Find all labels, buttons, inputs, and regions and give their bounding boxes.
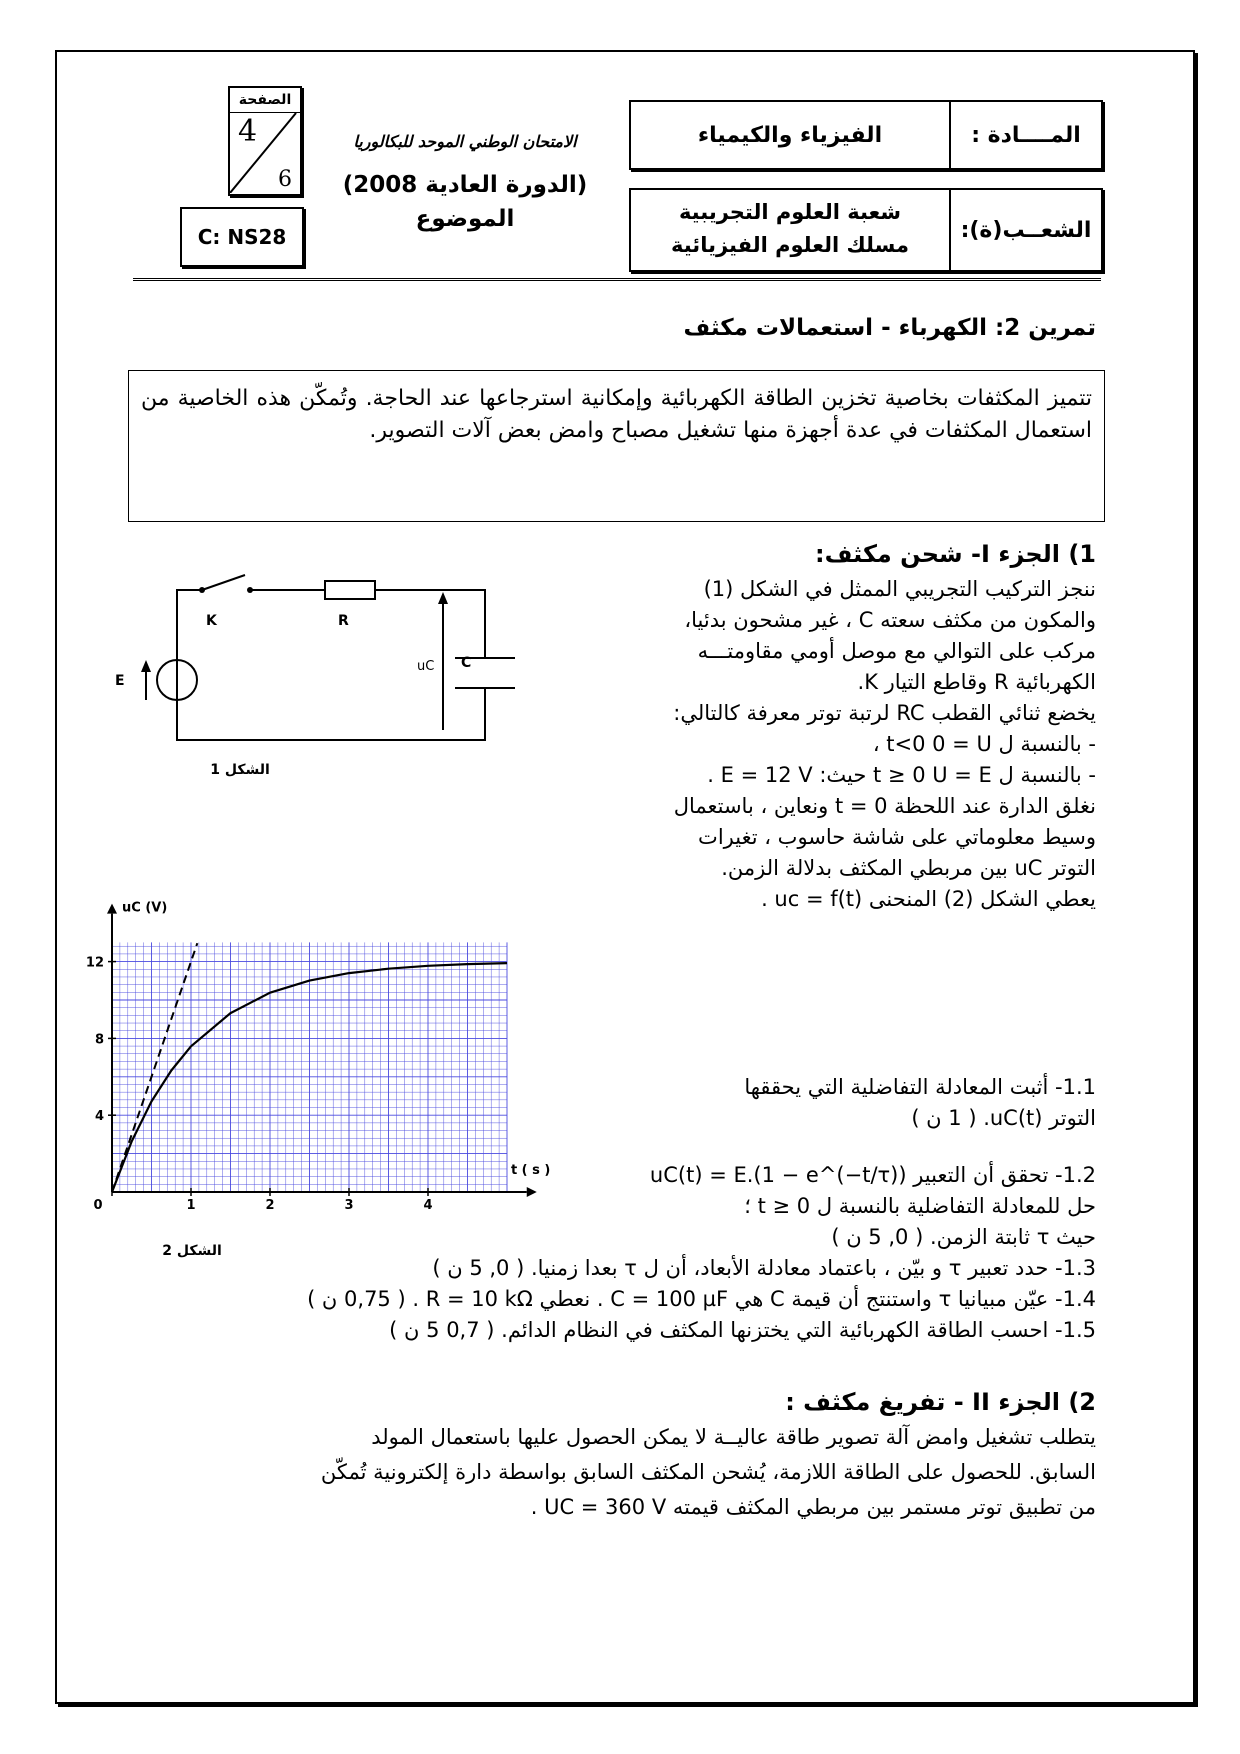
y-tick-label: 8 xyxy=(94,1032,104,1048)
part2-text xyxy=(130,1420,1096,1525)
exercise-title: تمرين 2: الكهرباء - استعمالات مكثف xyxy=(683,315,1096,341)
figure2-caption: الشكل 2 xyxy=(162,1243,222,1259)
figure2-chart xyxy=(80,860,620,1260)
part1-line: مركب على التوالي مع موصل أومي مقاومتـــه xyxy=(697,639,1096,663)
header-rule xyxy=(133,278,1101,281)
q11-line-b: التوتر uC(t). ( 1 ن ) xyxy=(911,1106,1096,1130)
intro-text: تتميز المكثفات بخاصية تخزين الطاقة الكهربائية وإمكانية استرجاعها عند الحاجة. وتُمكّن هذه الخاصية من استعمال المكثفات في عدة أجهزة منها تشغيل مصباح وامض بعض آلات التصوير. xyxy=(141,386,1092,443)
x-tick-label: 0 xyxy=(93,1198,103,1213)
part1-title: 1) الجزء I- شحن مكثف: xyxy=(814,540,1096,568)
part1-line: - بالنسبة ل t<0 0 = U ، xyxy=(872,732,1096,756)
page-label: الصفحة xyxy=(230,88,300,113)
label-k: K xyxy=(206,613,217,629)
resistor-r xyxy=(325,581,375,599)
part1-line: وسيط معلوماتي على شاشة حاسوب ، تغيرات xyxy=(698,825,1096,849)
y-tick-label: 4 xyxy=(94,1109,104,1125)
part1-line: نغلق الدارة عند اللحظة t = 0 ونعاين ، باستعمال xyxy=(673,794,1096,818)
part1-line: يعطي الشكل (2) المنحنى uc = f(t) . xyxy=(761,887,1096,911)
question-1-2 xyxy=(560,1160,1096,1253)
branch-box xyxy=(629,188,1103,272)
y-axis-label: uC (V) xyxy=(122,900,168,916)
x-axis-label: t ( s ) xyxy=(510,1163,551,1178)
y-tick-label: 12 xyxy=(85,955,104,971)
page-num: 4 xyxy=(238,114,258,149)
part2-line: من تطبيق توتر مستمر بين مربطي المكثف قيمته UC = 360 V . xyxy=(530,1495,1096,1519)
q11-line-a: 1.1- أثبت المعادلة التفاضلية التي يحققها xyxy=(744,1075,1096,1099)
part1-line: الكهربائية R وقاطع التيار K. xyxy=(857,670,1096,694)
switch-k-blade xyxy=(202,575,245,590)
exam-session: (الدورة العادية 2008) xyxy=(342,172,588,198)
x-tick-label: 1 xyxy=(186,1198,196,1213)
chart-axes xyxy=(107,904,537,1197)
label-c: C xyxy=(461,655,472,671)
question-1-1 xyxy=(600,1072,1096,1134)
part1-line: والمكون من مكثف سعته C ، غير مشحون بدئيا، xyxy=(684,608,1096,632)
x-tick-label: 2 xyxy=(265,1198,275,1213)
figure1-circuit xyxy=(100,560,520,790)
part2-line: يتطلب تشغيل وامض آلة تصوير طاقة عاليــة لا يمكن الحصول عليها باستعمال المولد xyxy=(371,1425,1096,1449)
q12-line-c: حيث τ ثابتة الزمن. ( 0, 5 ن ) xyxy=(831,1225,1096,1249)
wire-left-top xyxy=(177,590,202,660)
exam-title: الامتحان الوطني الموحد للبكالوريا xyxy=(353,132,577,151)
branch-line1: شعبة العلوم التجريبية xyxy=(678,200,902,224)
label-r: R xyxy=(338,613,349,629)
x-tick-label: 4 xyxy=(423,1198,433,1213)
subject-label: المــــادة : xyxy=(949,102,1101,168)
part2-line: السابق. للحصول على الطاقة اللازمة، يُشحن المكثف السابق بواسطة دارة إلكترونية تُمكّن xyxy=(320,1460,1096,1484)
label-e: E xyxy=(115,673,125,689)
arrow-uc-icon xyxy=(438,592,448,604)
part1-line: التوتر uC بين مربطي المكثف بدلالة الزمن. xyxy=(721,856,1096,880)
branch-line2: مسلك العلوم الفيزيائية xyxy=(671,233,909,257)
arrow-e-icon xyxy=(141,660,151,672)
figure1-caption: الشكل 1 xyxy=(210,762,270,778)
question-1-4: 1.4- عيّن مبيانيا τ واستنتج أن قيمة C هي C = 100 µF . نعطي R = 10 kΩ . ( 0,75 ن ) xyxy=(307,1287,1096,1311)
subject-box xyxy=(629,100,1103,170)
question-1-5: 1.5- احسب الطاقة الكهربائية التي يختزنها المكثف في النظام الدائم. ( 0,7 5 ن ) xyxy=(389,1318,1096,1342)
page-number-box xyxy=(228,86,302,196)
x-tick-label: 3 xyxy=(344,1198,354,1213)
part1-line: - بالنسبة ل t ≥ 0 U = E حيث: E = 12 V . xyxy=(707,763,1096,787)
wire-bottom xyxy=(177,688,485,740)
chart-labels xyxy=(86,901,550,1213)
q12-line-a: 1.2- تحقق أن التعبير uC(t) = E.(1 − e^(−t/τ)) xyxy=(649,1163,1096,1187)
x-axis-arrow-icon xyxy=(527,1187,537,1197)
part1-line: ننجز التركيب التجريبي الممثل في الشكل (1) xyxy=(703,577,1096,601)
branch-label: الشعــب(ة): xyxy=(949,190,1101,270)
part1-line: يخضع ثنائي القطب RC لرتبة توتر معرفة كالتالي: xyxy=(673,701,1096,725)
part1-text xyxy=(560,574,1096,915)
subject-value: الفيزياء والكيمياء xyxy=(697,122,883,148)
page-total: 6 xyxy=(278,167,292,192)
wire-right xyxy=(375,590,485,658)
y-axis-arrow-icon xyxy=(107,904,117,914)
label-uc: uC xyxy=(417,659,435,674)
intro-box xyxy=(128,370,1105,522)
question-1-3: 1.3- حدد تعبير τ و بيّن ، باعتماد معادلة الأبعاد، أن ل τ بعدا زمنيا. ( 0, 5 ن ) xyxy=(432,1256,1096,1280)
q12-line-b: حل للمعادلة التفاضلية بالنسبة ل t ≥ 0 ؛ xyxy=(744,1194,1096,1218)
exam-code: C: NS28 xyxy=(180,207,304,267)
exam-subject-word: الموضوع xyxy=(415,206,515,232)
tangent-line xyxy=(112,943,197,1192)
part2-title: 2) الجزء II - تفريغ مكثف : xyxy=(785,1388,1096,1416)
